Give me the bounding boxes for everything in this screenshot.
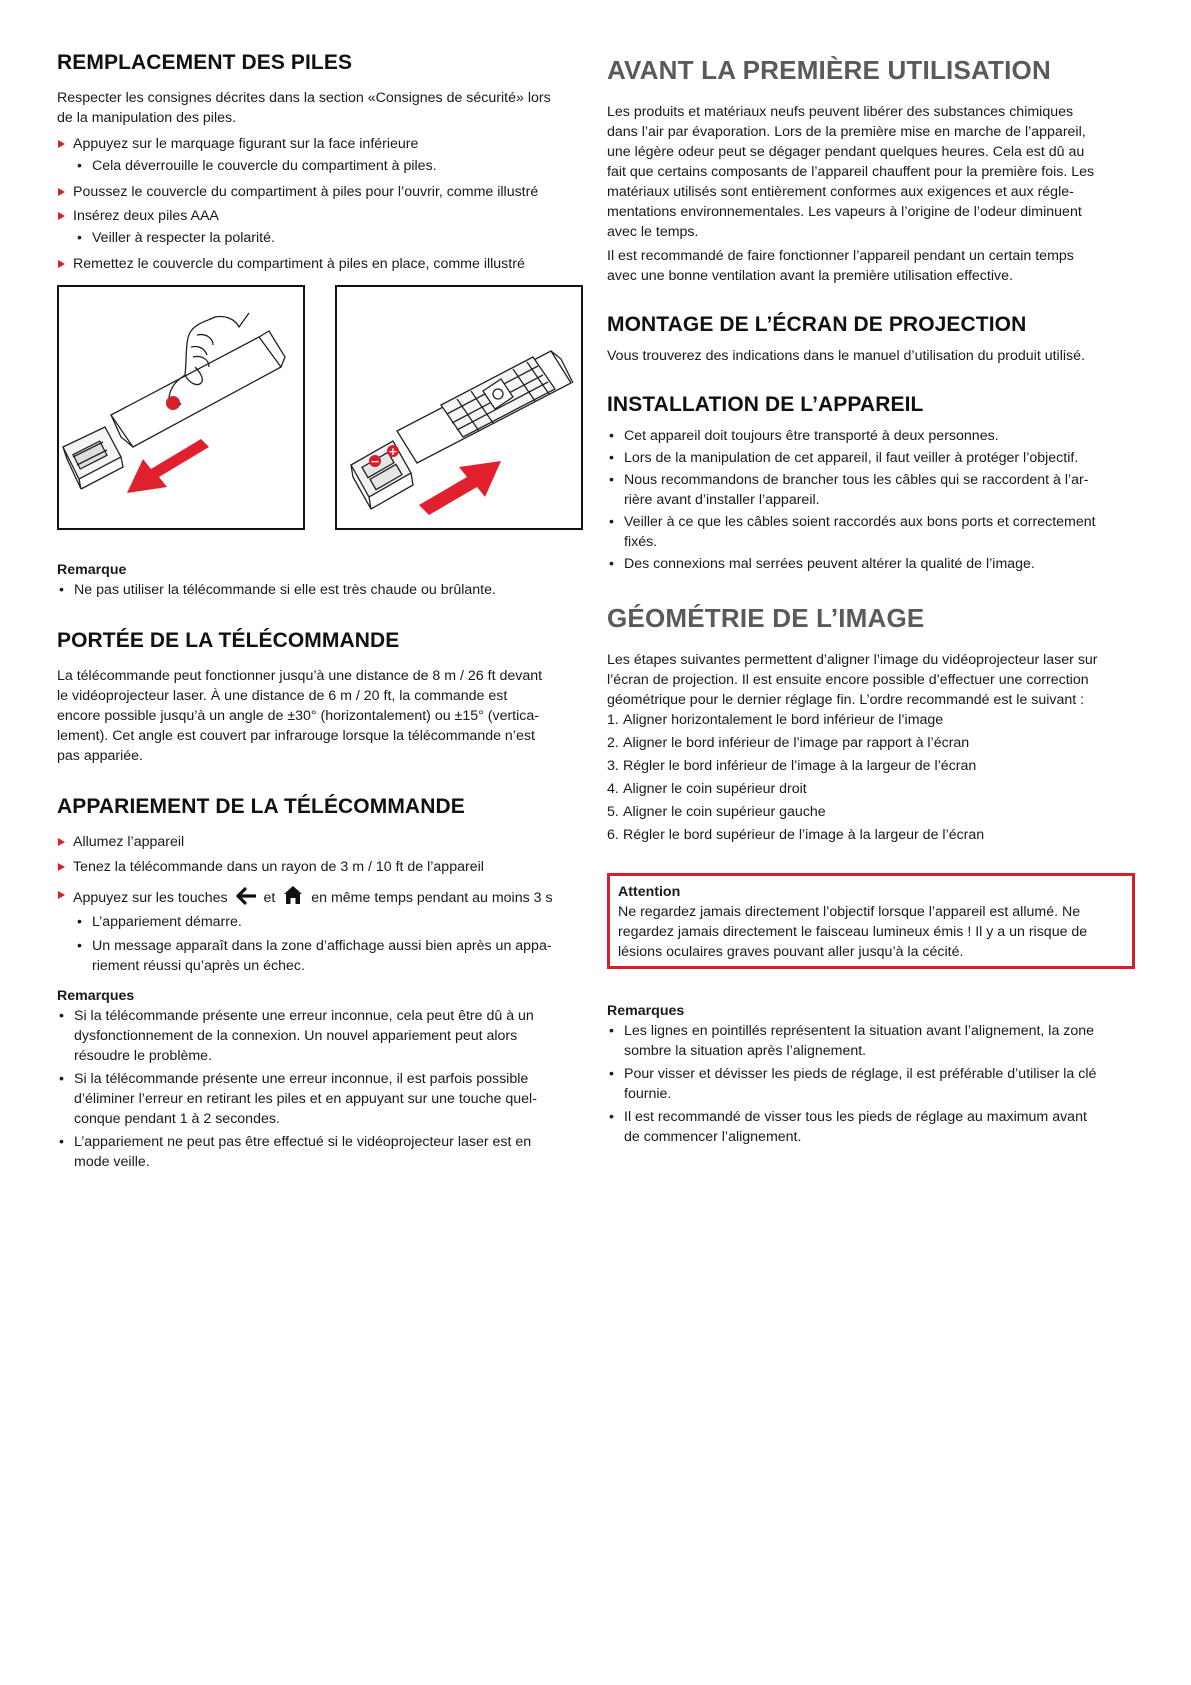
arrow-left-icon bbox=[236, 887, 256, 905]
section-title-portee: PORTÉE DE LA TÉLÉCOMMANDE bbox=[57, 629, 400, 652]
red-triangle-icon bbox=[58, 260, 65, 268]
step-number: 1. bbox=[607, 712, 619, 728]
bullet-item: • L’appariement démarre. bbox=[77, 914, 242, 930]
portee-line: pas appariée. bbox=[57, 748, 143, 764]
bullet-item: • Lors de la manipulation de cet appareil, il faut veiller à protéger l’objectif. bbox=[609, 450, 1079, 466]
avant-line: avec le temps. bbox=[607, 224, 699, 240]
attention-line: Ne regardez jamais directement l’objectif lorsque l’appareil est allumé. Ne bbox=[618, 904, 1081, 920]
bullet-item: • Des connexions mal serrées peuvent altérer la qualité de l’image. bbox=[609, 556, 1035, 572]
left-column bbox=[57, 50, 583, 1174]
section-title-avant: AVANT LA PREMIÈRE UTILISATION bbox=[607, 55, 1051, 85]
right-column bbox=[607, 50, 1135, 1149]
geometrie-line: géométrique pour le dernier réglage fin. L’ordre recommandé est le suivant : bbox=[607, 692, 1085, 708]
step-text: Régler le bord inférieur de l’image à la largeur de l’écran bbox=[623, 758, 977, 774]
step-item: Appuyez sur les touches et en même temps pendant au moins 3 s bbox=[57, 885, 583, 908]
avant-line: Les produits et matériaux neufs peuvent libérer des substances chimiques bbox=[607, 104, 1074, 120]
step-text: Aligner le coin supérieur droit bbox=[623, 781, 807, 797]
step-number: 5. bbox=[607, 804, 619, 820]
step-number: 3. bbox=[607, 758, 619, 774]
bullet-item: • Il est recommandé de visser tous les pieds de réglage au maximum avant de commencer l’alignement. bbox=[609, 1109, 1087, 1145]
portee-line: le vidéoprojecteur laser. À une distance de 6 m / 20 ft, la commande est bbox=[57, 688, 508, 704]
section-title-montage: MONTAGE DE L’ÉCRAN DE PROJECTION bbox=[607, 313, 1027, 336]
montage-text: Vous trouverez des indications dans le manuel d’utilisation du produit utilisé. bbox=[607, 348, 1085, 364]
red-triangle-icon bbox=[58, 863, 65, 871]
step-number: 4. bbox=[607, 781, 619, 797]
bullet-item: • Cela déverrouille le couvercle du compartiment à piles. bbox=[77, 158, 437, 174]
bullet-item: • Si la télécommande présente une erreur inconnue, cela peut être dû à un dysfonctionnement de la connexion. Un nouvel appariement peut alors résoudre le problème. bbox=[59, 1008, 534, 1064]
avant-line: matériaux utilisés sont entièrement conformes aux exigences et aux régle- bbox=[607, 184, 1074, 200]
piles-intro-line: Respecter les consignes décrites dans la section «Consignes de sécurité» lors bbox=[57, 90, 551, 106]
numbered-step bbox=[607, 733, 1135, 753]
bullet-item: • Si la télécommande présente une erreur inconnue, il est parfois possible d’éliminer l’erreur en retirant les piles et en appuyant sur une touche quel- conque pendant 1 à 2 secondes. bbox=[59, 1071, 537, 1127]
portee-line: encore possible jusqu’à un angle de ±30° (horizontalement) ou ±15° (vertica- bbox=[57, 708, 539, 724]
section-title-appariement: APPARIEMENT DE LA TÉLÉCOMMANDE bbox=[57, 795, 465, 818]
battery-figures bbox=[57, 285, 583, 530]
bullet-item: • Pour visser et dévisser les pieds de réglage, il est préférable d’utiliser la clé fournie. bbox=[609, 1066, 1097, 1102]
step-number: 2. bbox=[607, 735, 619, 751]
bullet-item: • Ne pas utiliser la télécommande si elle est très chaude ou brûlante. bbox=[59, 582, 496, 598]
geometrie-line: Les étapes suivantes permettent d’aligner l’image du vidéoprojecteur laser sur bbox=[607, 652, 1098, 668]
bullet-item: • Veiller à respecter la polarité. bbox=[77, 230, 275, 246]
svg-text:−: − bbox=[370, 455, 380, 468]
note-title: Remarque bbox=[57, 562, 127, 578]
figure-close-battery-cover bbox=[335, 285, 583, 530]
section-title-geometrie: GÉOMÉTRIE DE L’IMAGE bbox=[607, 603, 925, 633]
step-item: Remettez le couvercle du compartiment à piles en place, comme illustré bbox=[57, 254, 583, 274]
attention-line: lésions oculaires graves pouvant aller jusqu’à la cécité. bbox=[618, 944, 964, 960]
numbered-step bbox=[607, 825, 1135, 845]
arrow-down-left-icon bbox=[127, 439, 209, 493]
section-title-piles: REMPLACEMENT DES PILES bbox=[57, 51, 353, 74]
attention-title: Attention bbox=[618, 884, 681, 900]
bullet-item: • Cet appareil doit toujours être transporté à deux personnes. bbox=[609, 428, 999, 444]
geometrie-steps bbox=[607, 710, 1135, 845]
numbered-step bbox=[607, 779, 1135, 799]
numbered-step bbox=[607, 802, 1135, 822]
step-item: Insérez deux piles AAA bbox=[57, 206, 583, 226]
section-title-installation: INSTALLATION DE L’APPAREIL bbox=[607, 393, 924, 416]
notes-title: Remarques bbox=[57, 988, 135, 1004]
home-icon bbox=[283, 885, 303, 905]
release-mark-icon bbox=[166, 396, 180, 410]
piles-intro-line: de la manipulation des piles. bbox=[57, 110, 237, 126]
remote-open-illustration bbox=[59, 287, 303, 528]
numbered-step bbox=[607, 710, 1135, 730]
red-triangle-icon bbox=[58, 838, 65, 846]
red-triangle-icon bbox=[58, 188, 65, 196]
figure-open-battery-cover bbox=[57, 285, 305, 530]
avant-line: Il est recommandé de faire fonctionner l’appareil pendant un certain temps bbox=[607, 248, 1074, 264]
avant-line: fait que certains composants de l’appareil chauffent pour la première fois. Les bbox=[607, 164, 1095, 180]
step-item: Appuyez sur le marquage figurant sur la face inférieure bbox=[57, 134, 583, 154]
step-item: Tenez la télécommande dans un rayon de 3 m / 10 ft de l’appareil bbox=[57, 857, 583, 877]
numbered-step bbox=[607, 756, 1135, 776]
notes-title: Remarques bbox=[607, 1003, 685, 1019]
red-triangle-icon bbox=[58, 212, 65, 220]
red-triangle-icon bbox=[58, 891, 65, 899]
step-text: Aligner horizontalement le bord inférieur de l’image bbox=[623, 712, 944, 728]
avant-line: avec une bonne ventilation avant la première utilisation effective. bbox=[607, 268, 1013, 284]
remote-close-illustration bbox=[337, 287, 581, 528]
portee-line: La télécommande peut fonctionner jusqu’à une distance de 8 m / 26 ft devant bbox=[57, 668, 543, 684]
avant-line: une légère odeur peut se dégager pendant quelques heures. Cela est dû au bbox=[607, 144, 1085, 160]
step-number: 6. bbox=[607, 827, 619, 843]
step-text: Aligner le bord inférieur de l’image par rapport à l’écran bbox=[623, 735, 970, 751]
step-text: Régler le bord supérieur de l’image à la largeur de l’écran bbox=[623, 827, 985, 843]
step-item: Poussez le couvercle du compartiment à piles pour l’ouvrir, comme illustré bbox=[57, 182, 583, 202]
arrow-up-right-icon bbox=[419, 461, 501, 515]
step-text: Aligner le coin supérieur gauche bbox=[623, 804, 826, 820]
bullet-item: • Veiller à ce que les câbles soient raccordés aux bons ports et correctement fixés. bbox=[609, 514, 1096, 550]
red-triangle-icon bbox=[58, 140, 65, 148]
attention-line: regardez jamais directement le faisceau lumineux émis ! Il y a un risque de bbox=[618, 924, 1088, 940]
svg-text:+: + bbox=[388, 445, 398, 458]
attention-box bbox=[607, 873, 1135, 969]
avant-line: dans l’air par évaporation. Lors de la première mise en marche de l’appareil, bbox=[607, 124, 1086, 140]
bullet-item: • Un message apparaît dans la zone d’affichage aussi bien après un appa- riement réussi qu’après un échec. bbox=[77, 938, 552, 974]
portee-line: lement). Cet angle est couvert par infrarouge lorsque la télécommande n’est bbox=[57, 728, 535, 744]
bullet-item: • Nous recommandons de brancher tous les câbles qui se raccordent à l’ar- rière avant d’installer l’appareil. bbox=[609, 472, 1089, 508]
step-item: Allumez l’appareil bbox=[57, 832, 583, 852]
geometrie-line: l’écran de projection. Il est ensuite encore possible d’effectuer une correction bbox=[607, 672, 1089, 688]
bullet-item: • Les lignes en pointillés représentent la situation avant l’alignement, la zone sombre la situation après l’alignement. bbox=[609, 1023, 1095, 1059]
avant-line: mentations environnementales. Les vapeurs à l’origine de l’odeur diminuent bbox=[607, 204, 1082, 220]
bullet-item: • L’appariement ne peut pas être effectué si le vidéoprojecteur laser est en mode veille. bbox=[59, 1134, 532, 1170]
